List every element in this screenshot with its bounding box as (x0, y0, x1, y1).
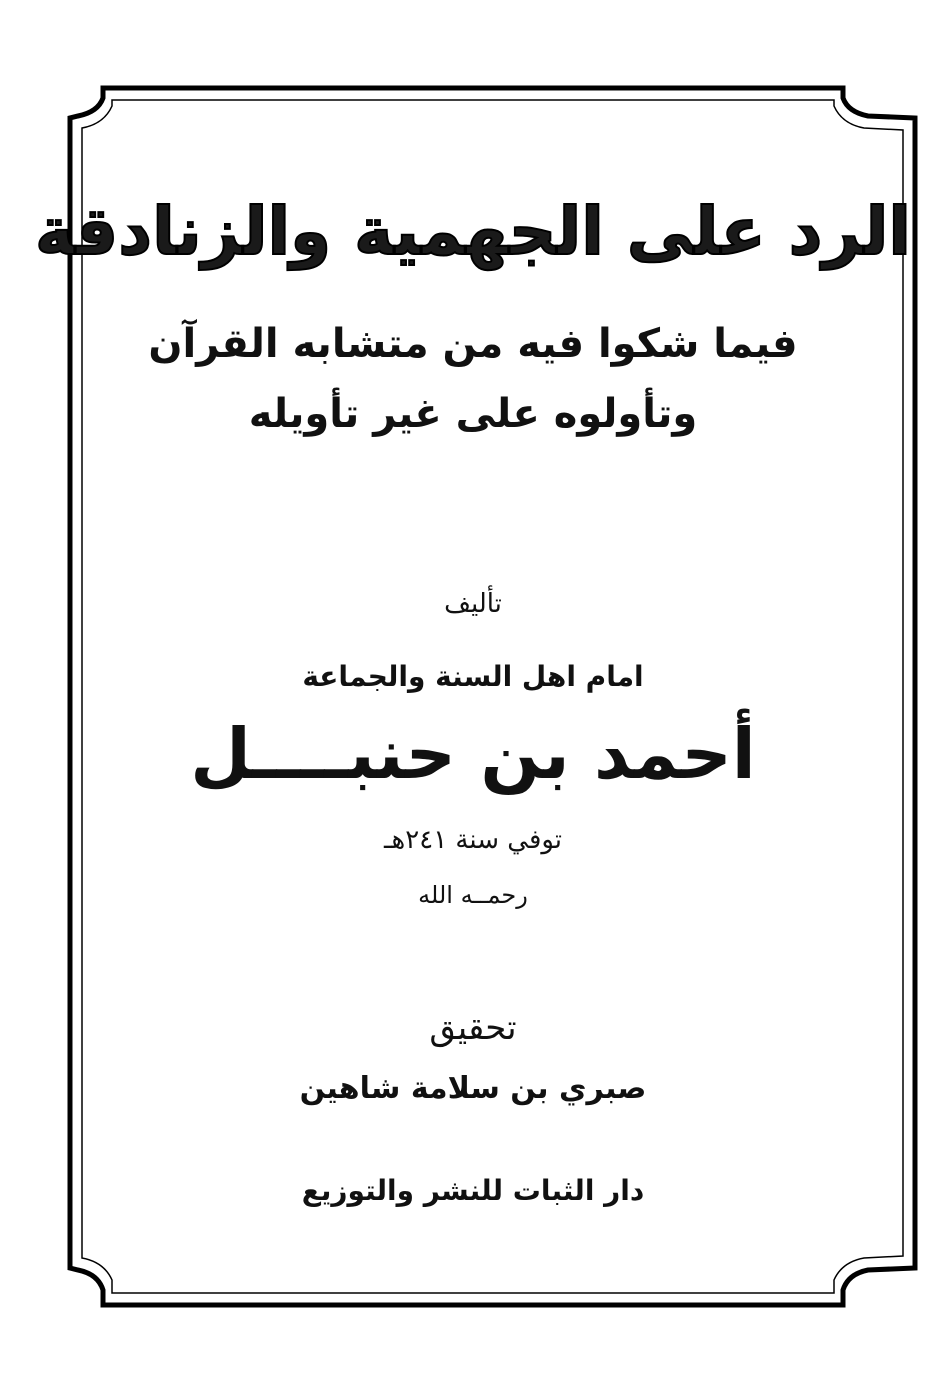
publisher-name: دار الثبات للنشر والتوزيع (301, 1174, 645, 1207)
editor-label: تحقيق (429, 1008, 517, 1048)
book-subtitle-line-1: فيما شكوا فيه من متشابه القرآن (148, 321, 798, 367)
author-name: أحمد بن حنبــــل (190, 713, 756, 795)
author-epithet: امام اهل السنة والجماعة (302, 660, 644, 693)
editor-name: صبري بن سلامة شاهين (299, 1071, 647, 1106)
author-blessing: رحمــه الله (418, 881, 528, 909)
book-subtitle-line-2: وتأولوه على غير تأويله (248, 391, 698, 437)
inner-border-line (82, 100, 903, 1293)
book-title: الرد على الجهمية والزنادقة (35, 193, 911, 270)
author-death-note: توفي سنة ٢٤١هـ (383, 825, 563, 855)
outer-border-line (70, 88, 915, 1305)
authorship-label: تأليف (444, 589, 502, 619)
